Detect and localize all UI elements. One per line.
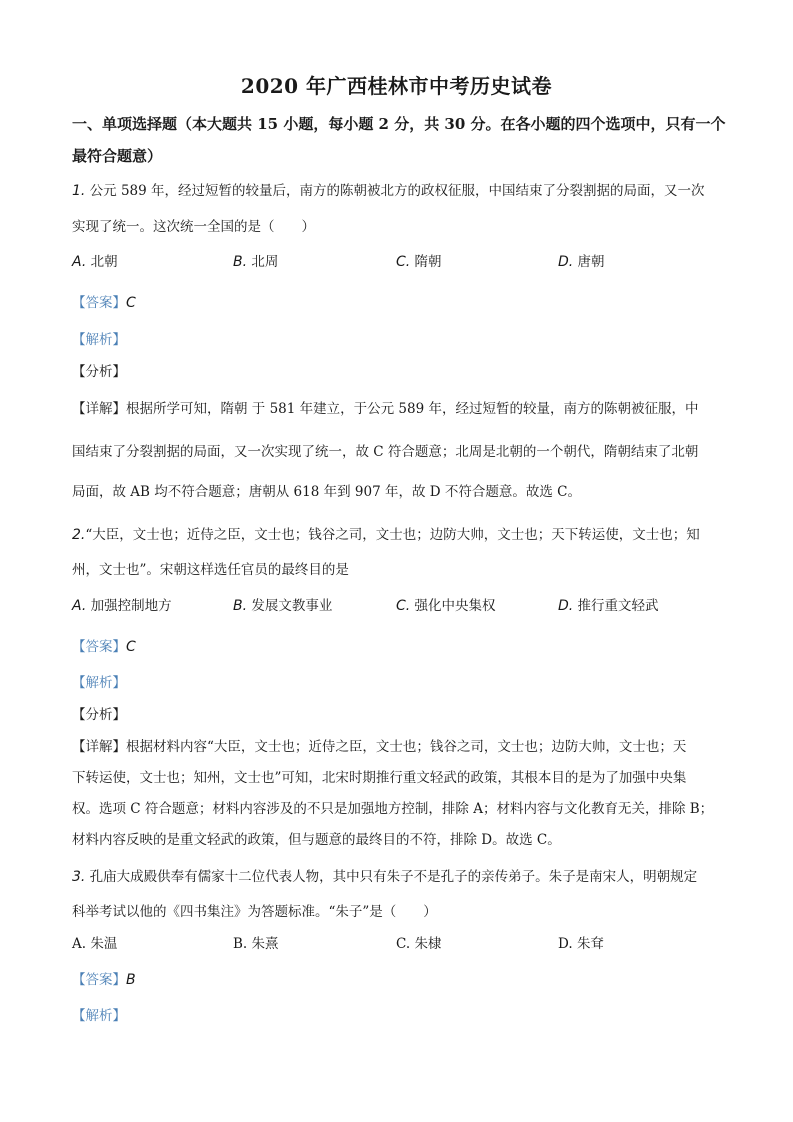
analysis-label: 【解析】 bbox=[72, 675, 126, 691]
detail-line: 【详解】根据所学可知，隋朝 于 581 年建立，于公元 589 年，经过短暂的较量，南方的陈朝被征服，中 bbox=[72, 401, 699, 417]
detail-line: 权。选项 C 符合题意；材料内容涉及的不只是加强地方控制，排除 A；材料内容与文化教育无关，排除 B； bbox=[72, 801, 714, 817]
answer-value: C bbox=[126, 639, 136, 655]
detail-line: 国结束了分裂割据的局面，又一次实现了统一，故 C 符合题意；北周是北朝的一个朝代，隋朝结束了北朝 bbox=[72, 444, 699, 460]
question-stem-line: 2.“大臣，文士也；近侍之臣，文士也；钱谷之司，文士也；边防大帅，文士也；天下转运使，文士也；知 bbox=[72, 527, 700, 543]
option-a: A. 朱温 bbox=[72, 936, 118, 952]
question-stem-line: 1. 公元 589 年，经过短暂的较量后，南方的陈朝被北方的政权征服，中国结束了分裂割据的局面，又一次 bbox=[72, 183, 705, 199]
option-c: C. 强化中央集权 bbox=[396, 598, 496, 614]
question-stem-line: 3. 孔庙大成殿供奉有儒家十二位代表人物，其中只有朱子不是孔子的亲传弟子。朱子是南宋人，明朝规定 bbox=[72, 869, 698, 885]
answer-label: 【答案】 bbox=[72, 972, 126, 988]
option-d: D. 朱耷 bbox=[558, 936, 604, 952]
analysis-label: 【解析】 bbox=[72, 1008, 126, 1024]
option-c: C. 隋朝 bbox=[396, 254, 442, 270]
option-b: B. 发展文教事业 bbox=[233, 598, 333, 614]
option-a: A. 北朝 bbox=[72, 254, 118, 270]
answer-label: 【答案】 bbox=[72, 639, 126, 655]
analysis-label: 【解析】 bbox=[72, 332, 126, 348]
section-heading: 一、单项选择题（本大题共 15 小题，每小题 2 分，共 30 分。在各小题的四个选项中，只有一个最符合题意） bbox=[72, 115, 726, 165]
fenxi-label: 【分析】 bbox=[72, 364, 126, 380]
question-number: 1. bbox=[72, 183, 86, 199]
detail-label: 【详解】 bbox=[72, 401, 126, 417]
detail-line: 局面，故 AB 均不符合题意；唐朝从 618 年到 907 年，故 D 不符合题意。故选 C。 bbox=[72, 484, 581, 500]
question-number: 3. bbox=[72, 869, 86, 885]
answer-value: B bbox=[126, 972, 136, 988]
option-d: D. 唐朝 bbox=[558, 254, 605, 270]
option-c: C. 朱棣 bbox=[396, 936, 442, 952]
detail-line: 下转运使，文士也；知州，文士也”可知，北宋时期推行重文轻武的政策，其根本目的是为了加强中央集 bbox=[72, 770, 687, 786]
answer-label: 【答案】 bbox=[72, 295, 126, 311]
detail-line: 【详解】根据材料内容“大臣，文士也；近侍之臣，文士也；钱谷之司，文士也；边防大帅，文士也；天 bbox=[72, 739, 687, 755]
answer-line bbox=[72, 291, 136, 311]
page-title: 2020 年广西桂林市中考历史试卷 bbox=[240, 74, 553, 98]
answer-line bbox=[72, 968, 136, 988]
option-d: D. 推行重文轻武 bbox=[558, 598, 659, 614]
answer-value: C bbox=[126, 295, 136, 311]
question-stem-line: 州，文士也”。宋朝这样选任官员的最终目的是 bbox=[72, 562, 349, 578]
option-b: B. 朱熹 bbox=[233, 936, 279, 952]
answer-line bbox=[72, 635, 136, 655]
detail-label: 【详解】 bbox=[72, 739, 126, 755]
question-stem-line: 科举考试以他的《四书集注》为答题标准。“朱子”是（ ） bbox=[72, 904, 437, 920]
question-stem-line: 实现了统一。这次统一全国的是（ ） bbox=[72, 219, 315, 235]
detail-line: 材料内容反映的是重文轻武的政策，但与题意的最终目的不符，排除 D。故选 C。 bbox=[72, 832, 561, 848]
question-number: 2. bbox=[72, 527, 86, 543]
option-a: A. 加强控制地方 bbox=[72, 598, 172, 614]
fenxi-label: 【分析】 bbox=[72, 707, 126, 723]
option-b: B. 北周 bbox=[233, 254, 279, 270]
